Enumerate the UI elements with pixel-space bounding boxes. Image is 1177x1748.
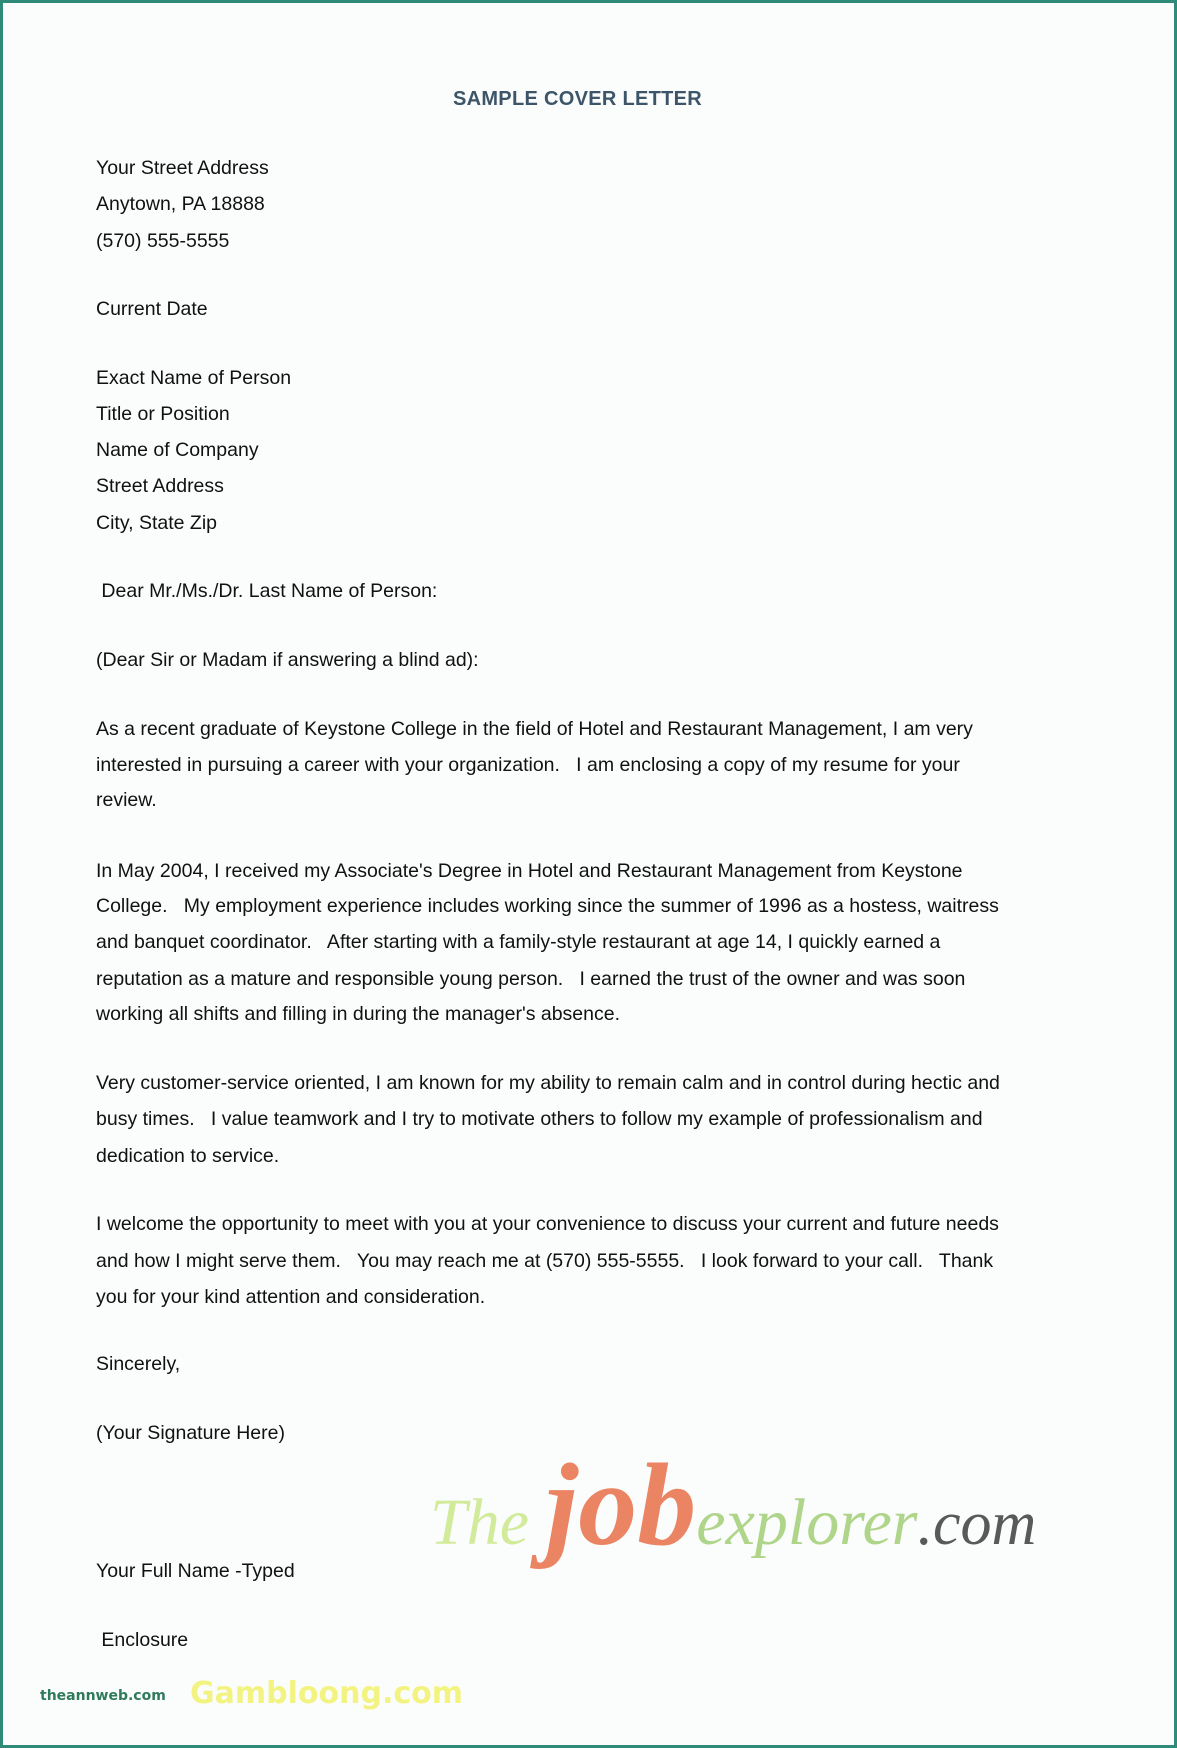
recipient-line: City, State Zip — [96, 512, 218, 534]
body-line: In May 2004, I received my Associate's Degree in Hotel and Restaurant Management from Keystone — [96, 860, 963, 882]
signature-placeholder: (Your Signature Here) — [96, 1422, 285, 1444]
sender-street: Your Street Address — [96, 157, 269, 179]
body-line: Very customer-service oriented, I am known for my ability to remain calm and in control during hectic and — [96, 1072, 1000, 1094]
body-line: and how I might serve them. You may reach me at (570) 555-5555. I look forward to your call. Thank — [96, 1250, 994, 1272]
body-line: reputation as a mature and responsible young person. I earned the trust of the owner and was soon — [96, 968, 966, 990]
sender-phone: (570) 555-5555 — [96, 230, 230, 252]
recipient-line: Exact Name of Person — [96, 367, 292, 389]
watermark-explorer: explorer — [696, 1486, 918, 1559]
watermark-the: The — [430, 1486, 546, 1559]
typed-name: Your Full Name -Typed — [96, 1560, 295, 1582]
body-line: dedication to service. — [96, 1145, 280, 1167]
body-line: and banquet coordinator. After starting with a family-style restaurant at age 14, I quickly earned a — [96, 931, 941, 953]
body-line: you for your kind attention and consideration. — [96, 1286, 486, 1308]
body-line: interested in pursuing a career with your organization. I am enclosing a copy of my resume for your — [96, 754, 960, 776]
body-line: I welcome the opportunity to meet with you at your convenience to discuss your current and future needs — [96, 1213, 999, 1235]
logo-watermark-front: theannweb.com — [40, 1688, 166, 1704]
salutation: Dear Mr./Ms./Dr. Last Name of Person: — [96, 580, 438, 602]
enclosure: Enclosure — [96, 1629, 189, 1651]
salutation-alt: (Dear Sir or Madam if answering a blind ad): — [96, 649, 479, 671]
body-line: review. — [96, 789, 157, 811]
body-line: working all shifts and filling in during the manager's absence. — [96, 1003, 621, 1025]
page-title: SAMPLE COVER LETTER — [452, 88, 703, 110]
body-line: As a recent graduate of Keystone College in the field of Hotel and Restaurant Management, I am very — [96, 718, 973, 740]
sender-city: Anytown, PA 18888 — [96, 193, 265, 215]
date: Current Date — [96, 298, 208, 320]
body-line: College. My employment experience includes working since the summer of 1996 as a hostess, waitress — [96, 895, 999, 917]
recipient-line: Name of Company — [96, 439, 259, 461]
watermark-job: job — [545, 1439, 697, 1570]
recipient-line: Street Address — [96, 475, 224, 497]
closing: Sincerely, — [96, 1353, 181, 1375]
body-line: busy times. I value teamwork and I try to motivate others to follow my example of professionalism and — [96, 1108, 983, 1130]
logo-watermark-back: Gambloong.com — [190, 1676, 463, 1711]
watermark-com: .com — [917, 1490, 1037, 1558]
recipient-line: Title or Position — [96, 403, 230, 425]
